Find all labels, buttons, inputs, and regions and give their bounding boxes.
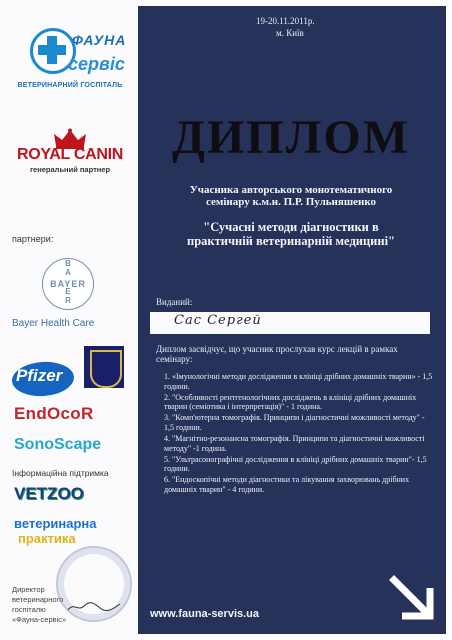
director-line-4: «Фауна-сервіс» <box>12 615 67 624</box>
issued-label: Виданий: <box>156 297 193 307</box>
bayer-cross-icon <box>42 258 94 310</box>
seminar-line-2: практичній ветеринарній медицині" <box>187 234 395 248</box>
bayer-healthcare-logo: Bayer Health Care <box>12 318 95 329</box>
course-item: 3. "Комп'ютерна томографія. Принципи і діагностичні можливості методу" - 1,5 години. <box>164 413 425 432</box>
participant-line-1: Учасника авторського монотематичного <box>189 184 393 196</box>
endocor-logo: EndOcoR <box>14 404 94 423</box>
recipient-name: Сас Сергей <box>174 313 262 328</box>
certifies-text: Диплом засвідчує, що учасник прослухав курс лекцій в рамках семінару: <box>156 344 398 364</box>
seminar-line-1: "Сучасні методи діагностики в <box>203 220 379 234</box>
website-link: www.fauna-servis.ua <box>150 608 260 620</box>
partners-label: партнери: <box>12 234 54 244</box>
director-signature <box>66 600 122 614</box>
sonoscape-logo: SonoScape <box>14 436 102 453</box>
vetzoo-logo: VETZOO <box>14 484 84 503</box>
fauna-word: ФАУНА <box>72 32 127 48</box>
director-caption <box>12 585 66 625</box>
bayer-horizontal: BAYER <box>50 279 86 289</box>
diploma-title: ДИПЛОМ <box>171 111 411 164</box>
left-column <box>0 0 138 640</box>
arrow-down-right-icon <box>388 574 436 622</box>
general-partner-label: генеральний партнер <box>29 165 111 174</box>
course-item: 6. "Ендоскопічні методи діагностики та лікування захворювань дрібних домашніх тварин" - 4 години. <box>164 475 410 495</box>
seminar-title <box>150 220 432 248</box>
course-item: 1. «Імунологічні методи дослідження в клініці дрібних домашніх тварин» - 1,5 години. <box>164 372 433 391</box>
info-support-label: Інформаційна підтримка <box>12 468 109 478</box>
event-city: м. Київ <box>276 28 304 38</box>
fauna-servis-logo <box>14 18 126 104</box>
participant-line-2: семінару к.м.н. П.Р. Пульняшенко <box>205 196 377 208</box>
director-line-2: ветеринарного <box>12 595 64 604</box>
director-line-3: госпіталю <box>12 605 46 614</box>
vet-practice-logo-line2: практика <box>18 531 76 546</box>
director-line-1: Директор <box>12 585 45 594</box>
course-item: 4. "Магнітно-резонансна томографія. Принципи та діагностичні можливості методу" -1 година. <box>164 434 425 453</box>
shield-icon <box>90 350 122 388</box>
course-list <box>164 372 434 496</box>
bayer-vertical: B A E R <box>65 259 71 305</box>
participant-caption <box>150 184 432 208</box>
course-item: 2. "Особливості рентгенологічних досліджень в клініці дрібних домашніх тварин (семіотика і інтерпретація)" - 1 година. <box>164 392 417 412</box>
course-item: 5. "Ультрасонографічні дослідження в клініці дрібних домашніх тварин"- 1,5 години. <box>164 454 427 474</box>
servis-word: сервіс <box>68 54 125 74</box>
fauna-subtitle: ВЕТЕРИНАРНИЙ ГОСПІТАЛЬ <box>17 82 123 89</box>
event-date: 19-20.11.2011р. <box>256 16 315 26</box>
royal-canin-logo: ROYAL CANIN <box>16 146 124 163</box>
vet-practice-logo-line1: ветеринарна <box>14 516 97 531</box>
pfizer-logo: Pfizer <box>16 366 63 385</box>
